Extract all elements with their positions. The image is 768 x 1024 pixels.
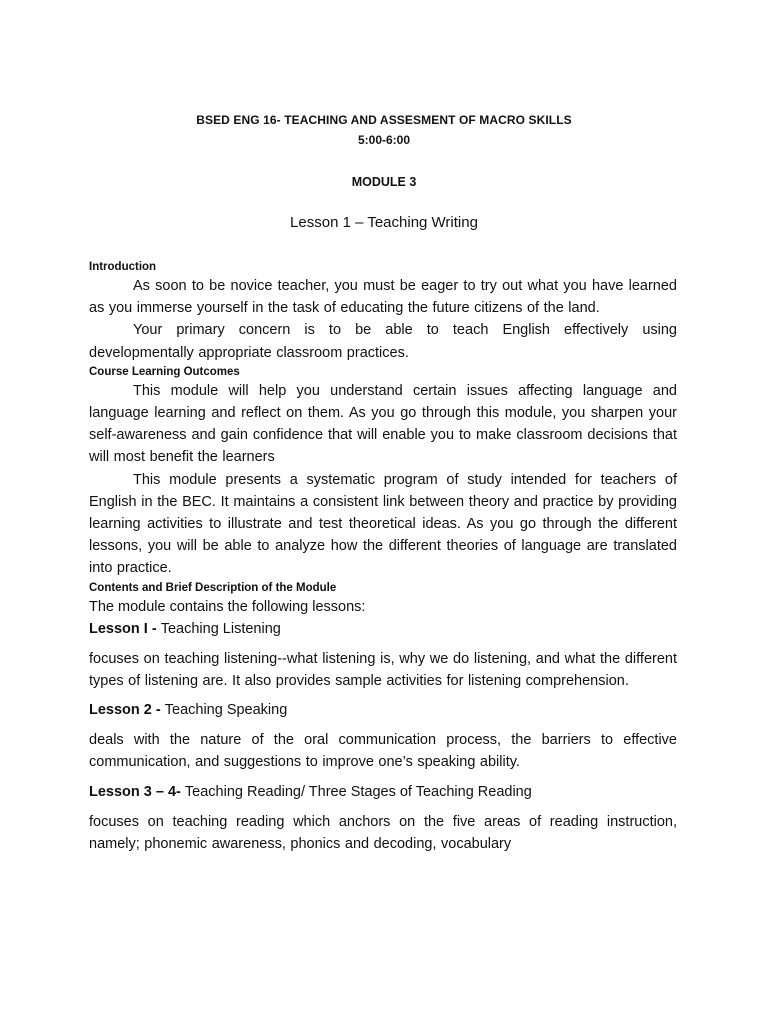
module-title: MODULE 3 <box>351 175 417 189</box>
lesson-1-description: focuses on teaching listening--what listening is, why we do listening, and what the different types of listening are. It also provides sample activities for listening comprehension. <box>89 650 677 690</box>
lesson-2-description: deals with the nature of the oral communication process, the barriers to effective communication, and suggestions to improve one’s speaking ability. <box>89 732 677 771</box>
contents-heading: Contents and Brief Description of the Module <box>89 581 337 594</box>
class-time: 5:00-6:00 <box>357 133 411 147</box>
lesson-1-heading <box>89 618 677 640</box>
lesson-2-title: Teaching Speaking <box>164 702 288 719</box>
lesson-1-label: Lesson I - <box>89 620 161 637</box>
lesson-2-heading <box>89 699 677 721</box>
introduction-paragraph-2: Your primary concern is to be able to teach English effectively using developmentally appropriate classroom practices. <box>89 322 677 361</box>
lesson-3-label: Lesson 3 – 4- <box>89 783 185 800</box>
lesson-3-title: Teaching Reading/ Three Stages of Teaching Reading <box>184 783 532 800</box>
introduction-heading: Introduction <box>89 261 157 273</box>
course-title: BSED ENG 16- TEACHING AND ASSESMENT OF MACRO SKILLS <box>196 113 572 127</box>
introduction-paragraph-1: As soon to be novice teacher, you must be eager to try out what you have learned as you immerse yourself in the task of educating the future citizens of the land. <box>89 278 677 317</box>
document-body <box>89 259 677 855</box>
outcomes-paragraph-2: This module presents a systematic program of study intended for teachers of English in the BEC. It maintains a consistent link between theory and practice by providing learning activities to illustrate and test theoretical ideas. As you go through the different lessons, you will be able to analyze how the different theories of language are translated into practice. <box>89 471 677 577</box>
lesson-3-heading <box>89 781 677 803</box>
outcomes-heading: Course Learning Outcomes <box>89 365 240 378</box>
lesson-1-title: Teaching Listening <box>160 620 281 637</box>
lesson-2-label: Lesson 2 - <box>89 702 165 719</box>
lesson-title: Lesson 1 – Teaching Writing <box>290 214 478 231</box>
contents-intro: The module contains the following lessons: <box>89 598 366 615</box>
outcomes-paragraph-1: This module will help you understand certain issues affecting language and language learning and reflect on them. As you go through this module, you sharpen your self-awareness and gain confidence that will enable you to make classroom decisions that will most benefit the learners <box>89 382 677 466</box>
lesson-3-description: focuses on teaching reading which anchors on the five areas of reading instruction, namely; phonemic awareness, phonics and decoding, vocabulary <box>89 813 677 852</box>
